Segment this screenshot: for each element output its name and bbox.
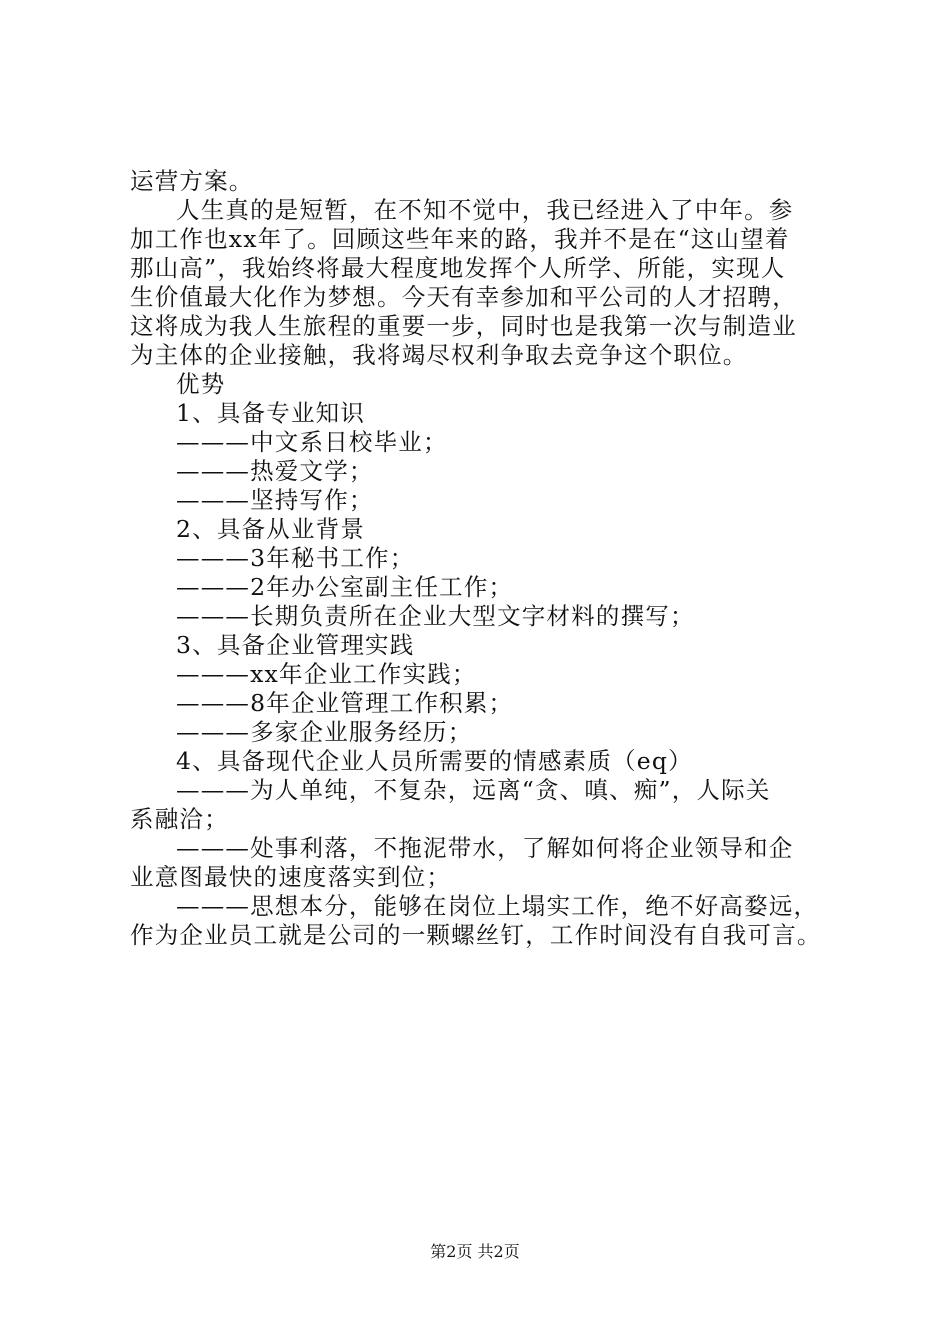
- text-line: 生价值最大化作为梦想。今天有幸参加和平公司的人才招聘，: [130, 283, 797, 311]
- list-item: ———多家企业服务经历；: [176, 718, 473, 746]
- list-item: ———坚持写作；: [176, 486, 374, 514]
- list-item-continuation: 业意图最快的速度落实到位；: [130, 863, 452, 891]
- list-item: ———长期负责所在企业大型文字材料的撰写；: [176, 602, 695, 630]
- page-number-footer: 第2页 共2页: [430, 1242, 520, 1261]
- section-heading: 优势: [176, 370, 226, 398]
- text-line: 为主体的企业接触，我将竭尽权利争取去竞争这个职位。: [130, 341, 748, 369]
- list-heading: 3、具备企业管理实践: [176, 631, 415, 659]
- text-line: 运营方案。: [130, 167, 254, 195]
- list-heading: 2、具备从业背景: [176, 515, 366, 543]
- list-item: ———8年企业管理工作积累；: [176, 689, 514, 717]
- document-body: [130, 167, 850, 950]
- list-heading: 1、具备专业知识: [176, 399, 366, 427]
- list-item: ———为人单纯，不复杂，远离“贪、嗔、痴”，人际关: [176, 776, 771, 804]
- text-line: 那山高”，我始终将最大程度地发挥个人所学、所能，实现人: [130, 254, 786, 282]
- list-item: ———热爱文学；: [176, 457, 374, 485]
- text-line: 加工作也xx年了。回顾这些年来的路，我并不是在“这山望着: [130, 225, 790, 253]
- list-heading: 4、具备现代企业人员所需要的情感素质（eq）: [176, 747, 693, 775]
- list-item: ———3年秘书工作；: [176, 544, 415, 572]
- list-item: ———xx年企业工作实践；: [176, 660, 477, 688]
- text-line: 这将成为我人生旅程的重要一步，同时也是我第一次与制造业: [130, 312, 797, 340]
- list-item: ———2年办公室副主任工作；: [176, 573, 514, 601]
- list-item: ———思想本分，能够在岗位上塌实工作，绝不好高婺远，: [176, 892, 819, 920]
- list-item-continuation: 作为企业员工就是公司的一颗螺丝钉，工作时间没有自我可言。: [130, 921, 822, 949]
- text-line: 人生真的是短暂，在不知不觉中，我已经进入了中年。参: [176, 196, 794, 224]
- list-item-continuation: 系融洽；: [130, 805, 229, 833]
- list-item: ———中文系日校毕业；: [176, 428, 448, 456]
- list-item: ———处事利落，不拖泥带水，了解如何将企业领导和企: [176, 834, 794, 862]
